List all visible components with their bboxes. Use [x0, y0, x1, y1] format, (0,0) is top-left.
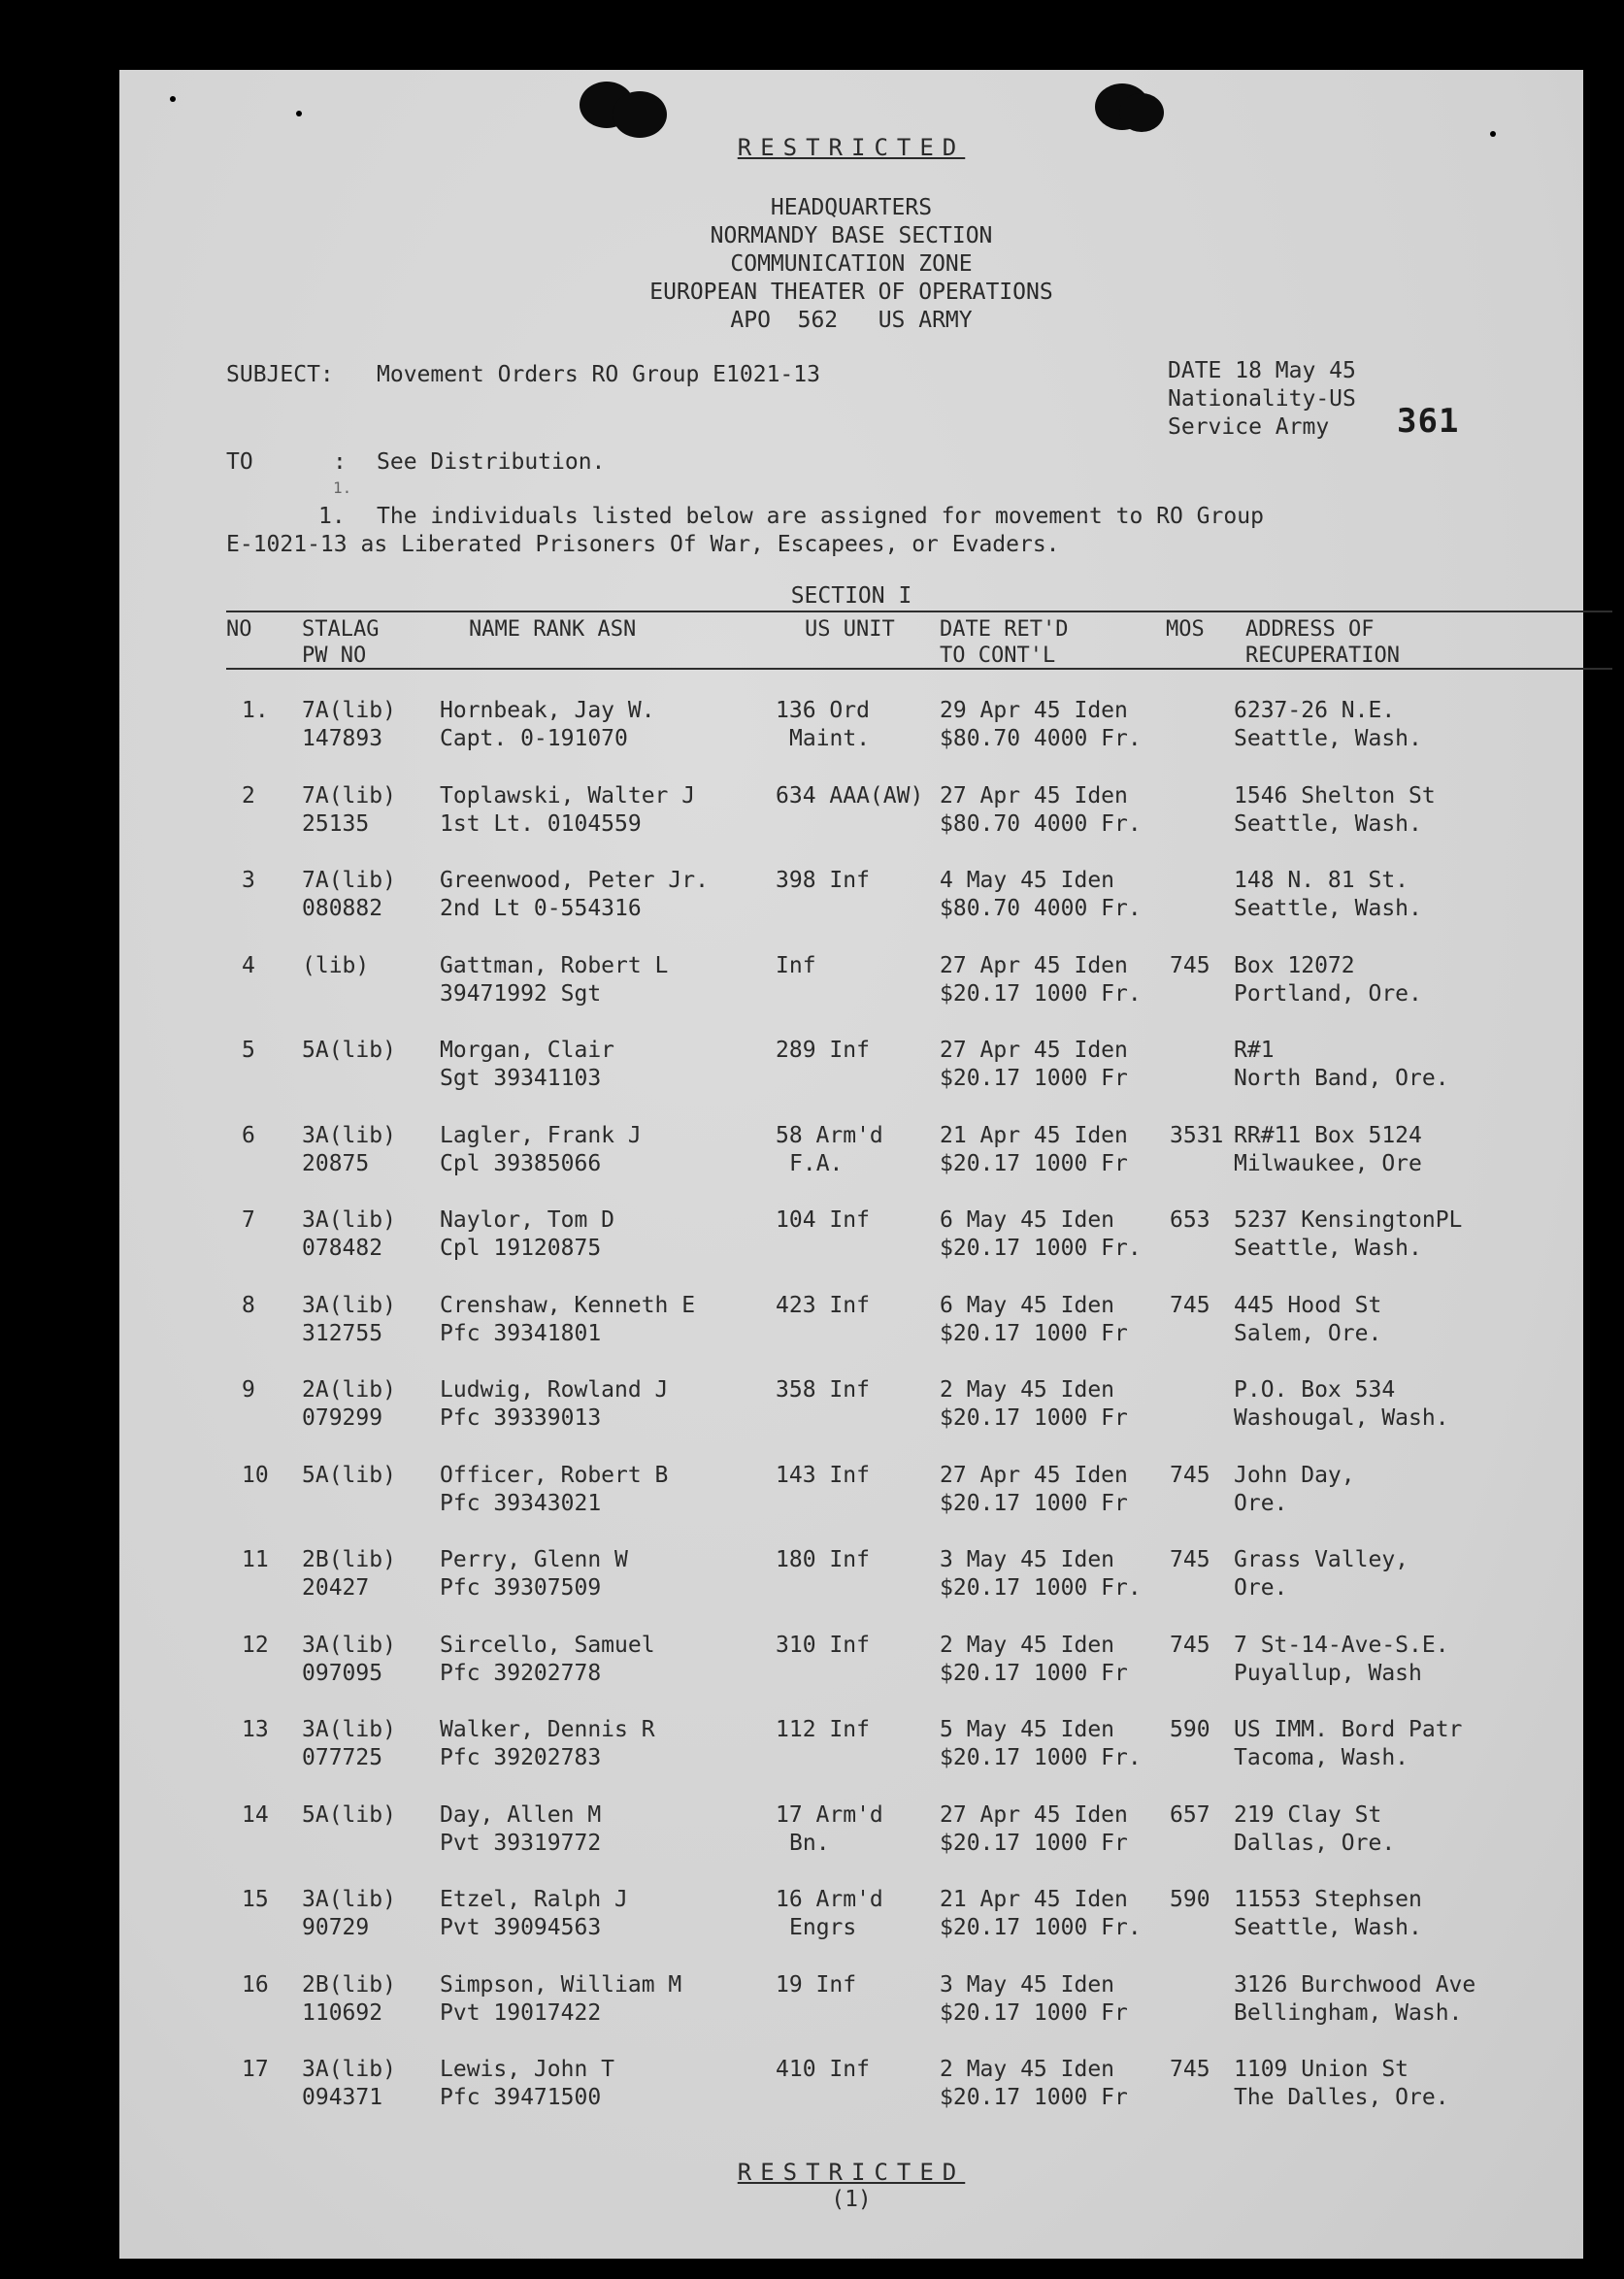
date-returned: 27 Apr 45 Iden — [940, 952, 1128, 978]
stalag-code: 3A(lib) — [302, 2057, 396, 2082]
us-unit-2: F.A. — [789, 1150, 844, 1176]
us-unit: 289 Inf — [776, 1038, 870, 1063]
stalag-code: 3A(lib) — [302, 1717, 396, 1742]
col-name: NAME RANK ASN — [469, 617, 637, 642]
rank-asn: Pfc 39471500 — [440, 2085, 602, 2110]
mos-code: 657 — [1170, 1801, 1210, 1828]
to-label: TO — [226, 449, 253, 475]
payment: $20.17 1000 Fr. — [940, 1236, 1142, 1261]
address-line-1: Box 12072 — [1234, 952, 1355, 978]
mos-code: 745 — [1170, 1632, 1210, 1658]
person-name: Lewis, John T — [440, 2057, 615, 2082]
person-name: Toplawski, Walter J — [440, 782, 696, 809]
date-returned: 21 Apr 45 Iden — [940, 1122, 1128, 1148]
to-text: See Distribution. — [377, 449, 606, 475]
stalag-code: 5A(lib) — [302, 1462, 396, 1488]
us-unit: 104 Inf — [776, 1207, 870, 1233]
payment: $20.17 1000 Fr — [940, 1830, 1128, 1856]
col-stalag: STALAG — [302, 617, 380, 642]
table-row — [119, 1292, 1583, 1350]
table-row — [119, 1886, 1583, 1944]
pw-number: 20875 — [302, 1150, 370, 1176]
rank-asn: Pvt 19017422 — [440, 1999, 602, 2026]
payment: $80.70 4000 Fr. — [940, 726, 1142, 751]
person-name: Simpson, William M — [440, 1971, 682, 1998]
us-unit: 423 Inf — [776, 1292, 870, 1318]
table-top-rule — [226, 611, 1612, 612]
address-line-2: Bellingham, Wash. — [1234, 1999, 1463, 2026]
col-pwno: PW NO — [302, 644, 367, 668]
stalag-code: 5A(lib) — [302, 1801, 396, 1828]
person-name: Perry, Glenn W — [440, 1547, 628, 1572]
us-unit-2: Maint. — [789, 726, 871, 751]
address-line-2: Washougal, Wash. — [1234, 1405, 1449, 1431]
address-line-2: Seattle, Wash. — [1234, 1915, 1422, 1940]
person-name: Officer, Robert B — [440, 1462, 669, 1488]
row-number: 8 — [242, 1292, 255, 1318]
table-row — [119, 1376, 1583, 1435]
stalag-code: 3A(lib) — [302, 1207, 396, 1233]
table-row — [119, 782, 1583, 841]
address-line-1: 11553 Stephsen — [1234, 1887, 1422, 1912]
row-number: 15 — [242, 1887, 269, 1912]
mos-code: 590 — [1170, 1887, 1210, 1912]
rank-asn: Cpl 19120875 — [440, 1236, 602, 1261]
rank-asn: Pfc 39341801 — [440, 1320, 602, 1346]
rank-asn: Capt. 0-191070 — [440, 726, 628, 751]
person-name: Greenwood, Peter Jr. — [440, 868, 709, 893]
mos-code: 745 — [1170, 1462, 1210, 1488]
pw-number: 90729 — [302, 1915, 370, 1940]
mos-code: 745 — [1170, 952, 1210, 978]
row-number: 2 — [242, 782, 255, 809]
address-line-1: 1546 Shelton St — [1234, 782, 1436, 809]
us-unit: 16 Arm'd — [776, 1887, 883, 1912]
rank-asn: Pfc 39202778 — [440, 1660, 602, 1686]
us-unit: 112 Inf — [776, 1717, 870, 1742]
payment: $20.17 1000 Fr — [940, 1320, 1128, 1346]
pw-number: 20427 — [302, 1575, 370, 1601]
us-unit: 358 Inf — [776, 1377, 870, 1403]
paragraph-number: 1. — [318, 504, 346, 529]
row-number: 5 — [242, 1038, 255, 1063]
subject-label: SUBJECT: — [226, 362, 334, 387]
rank-asn: Cpl 39385066 — [440, 1150, 602, 1176]
address-line-1: 219 Clay St — [1234, 1801, 1382, 1828]
address-line-1: 6237-26 N.E. — [1234, 698, 1396, 723]
person-name: Walker, Dennis R — [440, 1717, 655, 1742]
table-row — [119, 1632, 1583, 1690]
address-line-2: Seattle, Wash. — [1234, 810, 1422, 837]
payment: $80.70 4000 Fr. — [940, 810, 1142, 837]
rank-asn: Pfc 39339013 — [440, 1405, 602, 1431]
table-row — [119, 2056, 1583, 2114]
to-colon: : — [333, 449, 347, 475]
stalag-code: (lib) — [302, 952, 370, 978]
row-number: 3 — [242, 868, 255, 893]
table-row — [119, 952, 1583, 1010]
date-returned: 27 Apr 45 Iden — [940, 1038, 1128, 1063]
stalag-code: 2B(lib) — [302, 1971, 396, 1998]
date-returned: 6 May 45 Iden — [940, 1207, 1115, 1233]
us-unit: 19 Inf — [776, 1971, 857, 1998]
mos-code: 745 — [1170, 1292, 1210, 1318]
payment: $20.17 1000 Fr. — [940, 980, 1142, 1007]
section-title: SECTION I — [790, 583, 912, 609]
scan-speck — [1490, 131, 1496, 137]
address-line-2: Puyallup, Wash — [1234, 1660, 1422, 1686]
org-line: EUROPEAN THEATER OF OPERATIONS — [649, 280, 1053, 305]
payment: $80.70 4000 Fr. — [940, 896, 1142, 921]
us-unit: 17 Arm'd — [776, 1801, 883, 1828]
address-line-1: P.O. Box 534 — [1234, 1377, 1396, 1403]
date-returned: 4 May 45 Iden — [940, 868, 1115, 893]
rank-asn: Pvt 39094563 — [440, 1915, 602, 1940]
date-returned: 5 May 45 Iden — [940, 1717, 1115, 1742]
mos-code: 653 — [1170, 1207, 1210, 1233]
address-line-1: John Day, — [1234, 1462, 1355, 1488]
table-row — [119, 1462, 1583, 1520]
col-date-2: TO CONT'L — [940, 644, 1056, 668]
nationality-line: Nationality-US — [1168, 386, 1356, 412]
pw-number: 110692 — [302, 1999, 383, 2026]
date-returned: 29 Apr 45 Iden — [940, 698, 1128, 723]
row-number: 11 — [242, 1547, 269, 1572]
payment: $20.17 1000 Fr. — [940, 1575, 1142, 1601]
address-line-2: Ore. — [1234, 1575, 1288, 1601]
col-unit: US UNIT — [805, 617, 895, 642]
payment: $20.17 1000 Fr — [940, 1999, 1128, 2026]
person-name: Sircello, Samuel — [440, 1632, 655, 1658]
mos-code: 3531 — [1170, 1122, 1224, 1148]
us-unit: 143 Inf — [776, 1462, 870, 1488]
person-name: Lagler, Frank J — [440, 1122, 642, 1148]
us-unit: 410 Inf — [776, 2057, 870, 2082]
person-name: Ludwig, Rowland J — [440, 1377, 669, 1403]
payment: $20.17 1000 Fr — [940, 1150, 1128, 1176]
org-line: HEADQUARTERS — [770, 195, 933, 220]
stalag-code: 3A(lib) — [302, 1292, 396, 1318]
stray-mark: 1. — [333, 479, 352, 497]
document-number: 361 — [1397, 402, 1460, 441]
row-number: 17 — [242, 2057, 269, 2082]
person-name: Crenshaw, Kenneth E — [440, 1292, 696, 1318]
us-unit-2: Engrs — [789, 1915, 857, 1940]
payment: $20.17 1000 Fr — [940, 1405, 1128, 1431]
col-date: DATE RET'D — [940, 617, 1069, 642]
punch-hole-right-2 — [1119, 93, 1164, 132]
us-unit: 398 Inf — [776, 868, 870, 893]
address-line-2: The Dalles, Ore. — [1234, 2085, 1449, 2110]
pw-number: 312755 — [302, 1320, 383, 1346]
date-returned: 2 May 45 Iden — [940, 1632, 1115, 1658]
row-number: 7 — [242, 1207, 255, 1233]
row-number: 13 — [242, 1717, 269, 1742]
table-row — [119, 1971, 1583, 2030]
date-returned: 3 May 45 Iden — [940, 1971, 1115, 1998]
address-line-1: 7 St-14-Ave-S.E. — [1234, 1632, 1449, 1658]
rank-asn: 2nd Lt 0-554316 — [440, 896, 642, 921]
punch-hole-left-2 — [613, 91, 667, 138]
row-number: 16 — [242, 1971, 269, 1998]
date-returned: 27 Apr 45 Iden — [940, 1462, 1128, 1488]
address-line-2: North Band, Ore. — [1234, 1066, 1449, 1091]
address-line-2: Ore. — [1234, 1490, 1288, 1516]
col-no: NO — [226, 617, 252, 642]
rank-asn: Pfc 39307509 — [440, 1575, 602, 1601]
payment: $20.17 1000 Fr — [940, 1660, 1128, 1686]
person-name: Day, Allen M — [440, 1801, 602, 1828]
row-number: 12 — [242, 1632, 269, 1658]
classification-bottom: RESTRICTED — [737, 2159, 966, 2186]
us-unit: Inf — [776, 952, 816, 978]
pw-number: 077725 — [302, 1745, 383, 1770]
us-unit: 180 Inf — [776, 1547, 870, 1572]
us-unit: 136 Ord — [776, 698, 870, 723]
date-returned: 6 May 45 Iden — [940, 1292, 1115, 1318]
address-line-1: 1109 Union St — [1234, 2057, 1409, 2082]
stalag-code: 3A(lib) — [302, 1887, 396, 1912]
row-number: 6 — [242, 1122, 255, 1148]
table-row — [119, 1122, 1583, 1180]
person-name: Hornbeak, Jay W. — [440, 698, 655, 723]
pw-number: 25135 — [302, 810, 370, 837]
mos-code: 590 — [1170, 1717, 1210, 1742]
pw-number: 080882 — [302, 896, 383, 921]
pw-number: 147893 — [302, 726, 383, 751]
document-page — [119, 70, 1583, 2259]
table-row — [119, 1546, 1583, 1604]
rank-asn: 39471992 Sgt — [440, 980, 602, 1007]
address-line-2: Seattle, Wash. — [1234, 1236, 1422, 1261]
person-name: Naylor, Tom D — [440, 1207, 615, 1233]
stalag-code: 3A(lib) — [302, 1632, 396, 1658]
table-header-rule — [226, 668, 1612, 670]
mos-code: 745 — [1170, 1547, 1210, 1572]
col-address-2: RECUPERATION — [1245, 644, 1400, 668]
person-name: Etzel, Ralph J — [440, 1887, 628, 1912]
paragraph-line-1: The individuals listed below are assigned for movement to RO Group — [377, 504, 1264, 529]
pw-number: 094371 — [302, 2085, 383, 2110]
us-unit: 310 Inf — [776, 1632, 870, 1658]
us-unit: 634 AAA(AW) — [776, 782, 924, 809]
person-name: Gattman, Robert L — [440, 952, 669, 978]
table-row — [119, 1037, 1583, 1095]
us-unit-2: Bn. — [789, 1830, 830, 1856]
row-number: 9 — [242, 1377, 255, 1403]
address-line-2: Salem, Ore. — [1234, 1320, 1382, 1346]
payment: $20.17 1000 Fr. — [940, 1915, 1142, 1940]
address-line-1: US IMM. Bord Patr — [1234, 1717, 1463, 1742]
address-line-1: 5237 KensingtonPL — [1234, 1207, 1463, 1233]
stalag-code: 5A(lib) — [302, 1038, 396, 1063]
stalag-code: 7A(lib) — [302, 698, 396, 723]
address-line-1: Grass Valley, — [1234, 1547, 1409, 1572]
date-returned: 27 Apr 45 Iden — [940, 782, 1128, 809]
table-row — [119, 1716, 1583, 1774]
address-line-2: Portland, Ore. — [1234, 980, 1422, 1007]
payment: $20.17 1000 Fr. — [940, 1745, 1142, 1770]
address-line-2: Milwaukee, Ore — [1234, 1150, 1422, 1176]
rank-asn: Pvt 39319772 — [440, 1830, 602, 1856]
page-number: (1) — [831, 2187, 872, 2212]
row-number: 1. — [242, 698, 269, 723]
payment: $20.17 1000 Fr — [940, 1066, 1128, 1091]
us-unit: 58 Arm'd — [776, 1122, 883, 1148]
row-number: 10 — [242, 1462, 269, 1488]
pw-number: 097095 — [302, 1660, 383, 1686]
row-number: 14 — [242, 1801, 269, 1828]
rank-asn: Pfc 39343021 — [440, 1490, 602, 1516]
date-returned: 2 May 45 Iden — [940, 1377, 1115, 1403]
table-row — [119, 697, 1583, 755]
address-line-2: Tacoma, Wash. — [1234, 1745, 1409, 1770]
address-line-1: 445 Hood St — [1234, 1292, 1382, 1318]
subject-text: Movement Orders RO Group E1021-13 — [377, 362, 820, 387]
table-row — [119, 1801, 1583, 1860]
stalag-code: 3A(lib) — [302, 1122, 396, 1148]
date-returned: 21 Apr 45 Iden — [940, 1887, 1128, 1912]
address-line-1: 148 N. 81 St. — [1234, 868, 1409, 893]
classification-top: RESTRICTED — [737, 134, 966, 161]
rank-asn: 1st Lt. 0104559 — [440, 810, 642, 837]
rank-asn: Pfc 39202783 — [440, 1745, 602, 1770]
table-row — [119, 1206, 1583, 1265]
person-name: Morgan, Clair — [440, 1038, 615, 1063]
address-line-2: Dallas, Ore. — [1234, 1830, 1396, 1856]
pw-number: 078482 — [302, 1236, 383, 1261]
date-returned: 2 May 45 Iden — [940, 2057, 1115, 2082]
scan-speck — [296, 111, 302, 116]
col-mos: MOS — [1166, 617, 1205, 642]
stalag-code: 2A(lib) — [302, 1377, 396, 1403]
col-address: ADDRESS OF — [1245, 617, 1375, 642]
scan-speck — [170, 96, 176, 102]
payment: $20.17 1000 Fr — [940, 2085, 1128, 2110]
date-returned: 3 May 45 Iden — [940, 1547, 1115, 1572]
org-line: APO 562 US ARMY — [730, 308, 973, 333]
table-row — [119, 867, 1583, 925]
address-line-2: Seattle, Wash. — [1234, 726, 1422, 751]
row-number: 4 — [242, 952, 255, 978]
payment: $20.17 1000 Fr — [940, 1490, 1128, 1516]
org-line: NORMANDY BASE SECTION — [710, 223, 993, 248]
org-line: COMMUNICATION ZONE — [730, 251, 973, 277]
address-line-1: RR#11 Box 5124 — [1234, 1122, 1422, 1148]
service-line: Service Army — [1168, 414, 1330, 440]
address-line-1: R#1 — [1234, 1038, 1275, 1063]
stalag-code: 7A(lib) — [302, 868, 396, 893]
pw-number: 079299 — [302, 1405, 383, 1431]
stalag-code: 7A(lib) — [302, 782, 396, 809]
rank-asn: Sgt 39341103 — [440, 1066, 602, 1091]
date-line: DATE 18 May 45 — [1168, 358, 1356, 383]
address-line-2: Seattle, Wash. — [1234, 896, 1422, 921]
address-line-1: 3126 Burchwood Ave — [1234, 1971, 1476, 1998]
stalag-code: 2B(lib) — [302, 1547, 396, 1572]
date-returned: 27 Apr 45 Iden — [940, 1801, 1128, 1828]
paragraph-line-2: E-1021-13 as Liberated Prisoners Of War, Escapees, or Evaders. — [226, 532, 1060, 557]
mos-code: 745 — [1170, 2057, 1210, 2082]
